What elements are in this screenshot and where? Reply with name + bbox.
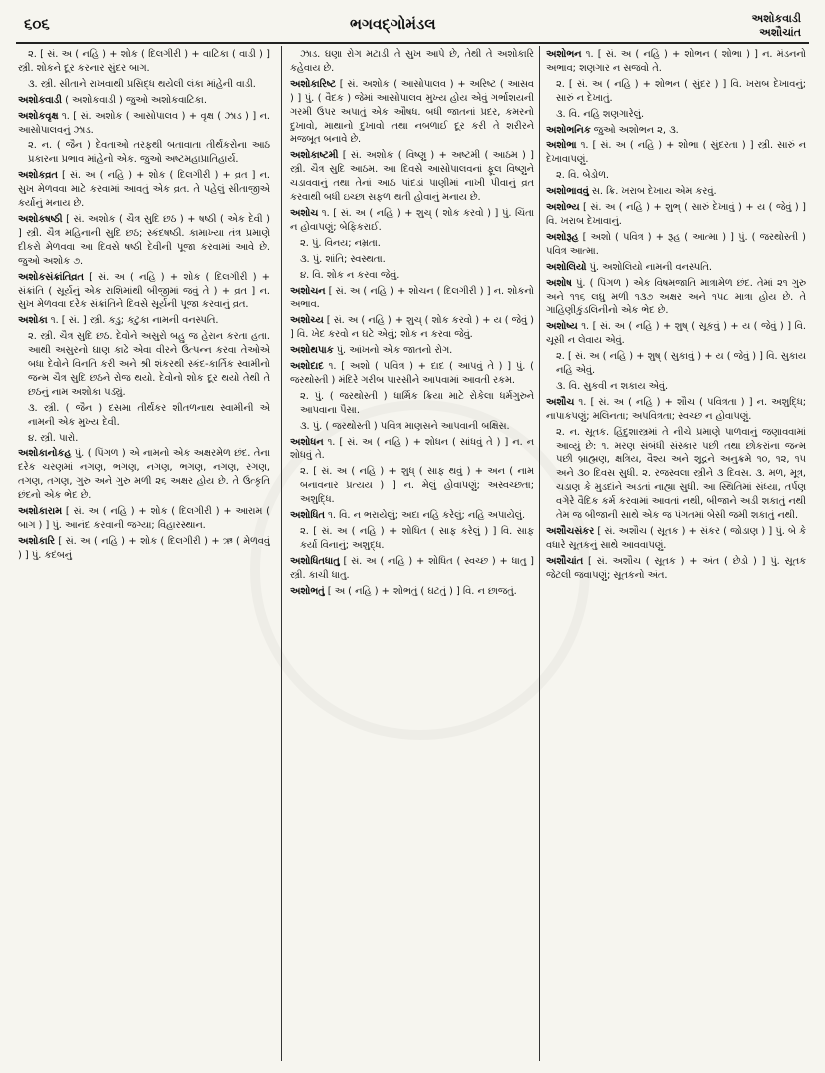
sense-definition: ૨. પું. ( જરથોસ્તી ) ધાર્મિક ક્રિયા માટે રોકેલા ધર્મગુરુને આપવાના પૈસા. [300,390,534,416]
dictionary-entry [290,585,534,599]
headword: અશોલિયો [546,261,587,273]
headword: અશોભ્ય [546,202,580,214]
dictionary-entry [546,124,806,138]
definition-text: ૧. [ સં. અ ( નહિ ) + શોભન ( શોભા ) ] ન. મંડનનો અભાવ; શણગાર ન સજવો તે. [546,49,806,74]
sense-definition: ૨. [ સં. અ ( નહિ ) + શોધિત ( સાફ કરેલું ) ] વિ. સાફ કર્યા વિનાનું; અશુદ્ધ. [300,526,534,551]
dictionary-entry [290,314,534,342]
headword: અશોથપાક [290,345,334,357]
definition-text: [ સં. અશોક ( આસોપાલવ ) + અરિષ્ટ ( આસવ ) ] પું. ( વૈદક ) જેમાં આસોપાલવ મુખ્ય હોય એવું ગર્ભાશયની ગરમી ઉપર અપાતું એક ઔષધ. બધી જાતનાં પ્રદર, કમરનો દુખાવો, માથાનો દુખાવો તથા નબળાઈ દૂર કરી તે શરીરને મજબૂત બનાવે છે. [290,78,534,146]
dictionary-entry [18,505,270,533]
definition-text: ( અશોકવાડી ) જુઓ અશોકવાટિકા. [61,94,207,106]
definition-text: ૧. વિ. ન ભરાયેલું; અદા નહિ કરેલું; નહિ અપાયેલું. [324,510,526,522]
definition-text: સ. ક્રિ. ખરાબ દેખાય એમ કરવું. [588,186,717,198]
sense-definition: ૪. સ્ત્રી. પારો. [28,432,79,444]
definition-text: ૧. [ સં. અ ( નહિ ) + શોભા ( સુંદરતા ) ] સ્ત્રી. સારું ન દેખાવાપણું. [546,140,806,166]
definition-text: [ સં. અ ( નહિ ) + શોક ( દિલગીરી ) + ઋ ( મેળવવું ) ] પું. કદંબનું [18,535,270,561]
definition-text: પું. ( પિંગળ ) એક વિષમજાતિ માત્રામેળ છંદ. તેમાં ૨૧ ગુરુ અને ૧૧૬ લઘુ મળી ૧૩૭ અક્ષર અને ૧૫૮ માત્રા હોય છે. તે ગાહિણીકુંડલિનીનો એક ભેદ છે. [546,277,806,317]
guide-word-first: અશોકવાડી [751,12,801,25]
sense-definition: ૨. [ સં. અ ( નહિ ) + શુધ્ ( સાફ થવું ) + અન ( નામ બનાવનાર પ્રત્યય ) ] ન. મેલું હોવાપણું; અસ્વચ્છતા; અશુદ્ધિ. [300,466,534,506]
definition-text: [ સં. અ ( નહિ ) + શુભ્ ( સારું દેખાવું ) + ય ( જેવું ) ] વિ. ખરાબ દેખાવાનું. [546,202,806,227]
page-number: ૬૦૬ [24,15,50,33]
sense-definition: ૩. સ્ત્રી. ( જૈન ) દસમા તીર્થંકર શીતળનાથ સ્વામીની એ નામની એક મુખ્ય દેવી. [28,402,270,428]
headword: અશોભન [546,49,582,60]
headword: અશોકસંક્રાંતિવ્રત [18,271,84,283]
headword: અશોરૂહ [546,231,579,243]
column-right [546,48,806,1063]
running-title: ભગવદ્ગોમંડલ [350,15,436,33]
headword: અશૌચાંત [546,555,584,567]
definition-text: [ અશો ( પવિત્ર ) + રૂહ ( આત્મા ) ] પું. ( જરથોસ્તી ) પવિત્ર આત્મા. [546,231,806,257]
definition-text: ૧. [ સં. અ ( નહિ ) + શુષ્ ( સૂકવું ) + ય ( જેવું ) ] વિ. ચૂસી ન લેવાય એવું. [546,321,806,347]
dictionary-entry [546,261,806,275]
dictionary-entry [18,94,270,108]
guide-words [752,12,801,41]
headword: અશોકવ્રત [18,170,58,182]
dictionary-entry [290,344,534,358]
dictionary-entry [18,213,270,269]
dictionary-entry [290,149,534,205]
headword: અશોચ [290,207,319,219]
definition-text: ૧. [ સં. ] સ્ત્રી. કડુ; કટુકા નામની વનસ્પતિ. [47,315,219,327]
definition-text: [ સં. અશોક ( ચૈત્ર સુદિ છઠ ) + ષષ્ઠી ( એક દેવી ) ] સ્ત્રી. ચૈત્ર મહિનાની સુદિ છઠ; સ્કંદષષ્ઠી. કામાખ્યા તંત્ર પ્રમાણે દીકરો મેળવવા આ દિવસે ષષ્ઠી દેવીની પૂજા કરવામાં આવે છે. જુઓ અશોક ૭. [18,213,270,267]
definition-text: પું. આંખનો એક જાતનો રોગ. [333,345,453,357]
dictionary-entry [290,436,534,464]
definition-text: [ સં. અ ( નહિ ) + શોક ( દિલગીરી ) + સંક્રાંતિ ( સૂર્યનું એક રાશિમાંથી બીજીમાં જવું તે ) + વ્રત ] ન. સુખ મેળવવા દરેક સંક્રાંતિને દિવસે સૂર્યની પૂજા કરવાનું વ્રત. [18,271,270,311]
headword: અશોકાષ્ટમી [290,150,339,162]
dictionary-entry [18,271,270,313]
headword: અશોચન [290,285,326,297]
definition-text: [ અ ( નહિ ) + શોભતું ( ઘટતું ) ] વિ. ન છાજતું. [324,585,517,597]
dictionary-entry [18,447,270,503]
dictionary-entry [546,48,806,76]
dictionary-entry [546,185,806,199]
definition-text: [ સં. અશોક ( વિષ્ણુ ) + અષ્ટમી ( આઠમ ) ] સ્ત્રી. ચૈત્ર સુદિ આઠમ. આ દિવસે આસોપાલવનાં ફૂલ વિષ્ણુને ચડાવવાનું તથા તેનાં આઠ પાંદડાં પાણીમાં નાખી પીવાનું વ્રત કરવાથી બધી ઇચ્છા સફળ થતી હોવાનું મનાય છે. [290,150,534,204]
sense-definition: ૩. વિ. નહિ શણગારેલું. [556,108,645,120]
dictionary-entry [290,207,534,235]
dictionary-entry [290,509,534,523]
headword: અશોકારિષ્ટ [290,78,336,90]
column-middle [290,48,534,1063]
headword: અશોભાવવું [546,186,589,198]
sense-definition: ૩. વિ. સુકવી ન શકાય એવું. [556,380,669,392]
sense-definition: ૪. વિ. શોક ન કરવા જેવું. [300,269,400,281]
definition-text: ૧. [ સં. અશોક ( આસોપાલવ ) + વૃક્ષ ( ઝાડ ) ] ન. આસોપાલવનું ઝાડ. [18,110,270,136]
dictionary-entry [546,525,806,553]
page-header [0,12,825,42]
headword: અશોકારામ [18,506,63,518]
sense-definition: ૨. પું. વિનય; નમ્રતા. [300,237,381,249]
definition-text: જુઓ અશોભન ૨, ૩. [590,124,679,136]
header-rule [16,42,809,44]
sense-definition: ૩. પું. ( જરથોસ્તી ) પવિત્ર માણસને આપવાની બક્ષિસ. [300,420,510,432]
sense-definition: ૨. [ સં. અ ( નહિ ) + શોભન ( સુંદર ) ] વિ. ખરાબ દેખાવનું; સારું ન દેખાતું. [556,78,806,104]
definition-text: [ સં. અશૌચ ( સૂતક ) + સંકર ( જોડાણ ) ] પું. બે કે વધારે સૂતકનું સાથે આવવાપણું. [546,526,806,551]
dictionary-entry [18,169,270,211]
dictionary-entry [546,139,806,167]
definition-text: [ સં. અશૌચ ( સૂતક ) + અંત ( છેડો ) ] પું. સૂતક જેટલી જવાપણું; સૂતકનો અંત. [546,555,806,581]
headword: અશોધિત [290,510,325,522]
definition-text: પું. અશોલિયો નામની વનસ્પતિ. [586,261,712,273]
sense-definition: ૨. વિ. બેડોળ. [556,170,609,182]
definition-text: [ સં. અ ( નહિ ) + શોચન ( દિલગીરી ) ] ન. શોકનો અભાવ. [290,285,534,311]
sense-definition: ૨. ન. ( જૈન ) દેવતાઓ તરફથી બતાવાતા તીર્થંકરોના આઠ પ્રકારના પ્રભાવ માંહેનો એક. જુઓ અષ્ટમહાપ્રાતિહાર્ય. [28,140,270,166]
headword: અશૌચ [546,396,575,408]
definition-text: ૧. [ સં. અ ( નહિ ) + શોધન ( સાંધવું તે ) ] ન. ન શોધવું તે. [290,436,534,462]
dictionary-entry [290,360,534,388]
definition-text: [ સં. અ ( નહિ ) + શોધિત ( સ્વચ્છ ) + ધાતુ ] સ્ત્રી. કાચી ધાતુ. [290,555,534,581]
headword: અશોકાનોકહ [18,448,72,460]
sense-definition: ૩. સ્ત્રી. સીતાને રાખવાથી પ્રસિદ્ધ થયેલી લંકા માંહેની વાડી. [28,78,256,90]
dictionary-entry [18,110,270,138]
sense-definition: ૩. પું. શાંતિ; સ્વસ્થતા. [300,253,386,265]
headword: અશોદાદ [290,361,324,373]
headword: અશોકા [18,315,48,327]
definition-text: [ સં. અ ( નહિ ) + શોક ( દિલગીરી ) + વ્રત ] ન. સુખ મેળવવા માટે કરવામાં આવતું એક વ્રત. તે પહેલું સીતાજીએ કર્યાનું મનાય છે. [18,170,270,210]
dictionary-entry [290,78,534,148]
headword: અશોકારિ [18,535,55,547]
headword: અશોધન [290,436,324,448]
definition-text: [ સં. અ ( નહિ ) + શુચ્ ( શોક કરવો ) + ય ( જેવું ) ] વિ. ખેદ કરવો ન ઘટે એવું; શોક ન કરવા જેવું. [290,315,534,341]
dictionary-entry [546,396,806,424]
dictionary-entry [546,555,806,583]
sense-definition: ૨. સ્ત્રી. ચૈત્ર સુદિ છઠ. દેવોને અસુરો બહુ જ હેરાન કરતા હતા. આથી અસુરનો ઘાણ કાઢે એવા વીરને ઉત્પન્ન કરવા તેઓએ બધા દેવોને વિનતિ કરી અને શ્રી શંકરથી સ્કંદ-કાર્તિક સ્વામીનો જન્મ ચૈત્ર સુદિ છઠને રોજ થયો. દેવોનો શોક દૂર થયો તેથી તે છઠનું નામ અશોકા પડ્યું. [28,331,270,398]
dictionary-entry [546,231,806,259]
headword: અશોધિતધાતુ [290,555,340,567]
dictionary-entry [290,555,534,583]
definition-text: ૧. [ સં. અ ( નહિ ) + શુચ્ ( શોક કરવો ) ] પું. ચિંતા ન હોવાપણું; બેફિકરાઈ. [290,207,534,233]
guide-word-last: અશૌચાંત [759,26,801,40]
definition-text: ૧. [ અશો ( પવિત્ર ) + દાદ ( આપવું તે ) ] પું. ( જરથોસ્તી ) મંદિરે ગરીબ પારસીને આપવામાં આવતી રકમ. [290,361,534,386]
dictionary-entry [290,285,534,313]
dictionary-entry [546,277,806,319]
continued-definition: ઝાડ. ઘણા રોગ મટાડી તે સુખ આપે છે, તેથી તે અશોકારિ કહેવાય છે. [290,49,534,74]
definition-text: પું. ( પિંગળ ) એ નામનો એક અક્ષરમેળ છંદ. તેના દરેક ચરણમાં નગણ, ભગણ, નગણ, ભગણ, નગણ, રગણ, તગણ, તગણ, ગુરુ અને ગુરુ મળી ૨૬ અક્ષર હોય છે. તે ઉત્કૃતિ છંદનો એક ભેદ છે. [18,448,270,502]
dictionary-entry [18,314,270,328]
column-divider [539,46,540,1061]
dictionary-entry [546,201,806,229]
column-divider [281,46,282,1061]
definition-text: ૧. [ સં. અ ( નહિ ) + શૌચ ( પવિત્રતા ) ] ન. અશુદ્ધિ; નાપાકપણું; મલિનતા; અપવિત્રતા; સ્વચ્છ ન હોવાપણું. [546,396,806,422]
headword: અશૌચસંકર [546,526,595,537]
headword: અશોભતું [290,585,325,597]
dictionary-entry [18,535,270,563]
sense-definition: ૨. ન. સૂતક. હિંદુશાસ્ત્રમાં તે નીચે પ્રમાણે પાળવાનું જણાવવામાં આવ્યું છે: ૧. મરણ સંબંધી સંસ્કાર પછી તથા છોકરાંના જન્મ પછી બ્રાહ્મણ, ક્ષત્રિય, વૈશ્ય અને શૂદ્રને અનુક્રમે ૧૦, ૧૨, ૧૫ અને ૩૦ દિવસ સુધી. ૨. રજસ્વલા સ્ત્રીને ૩ દિવસ. ૩. મળ, મૂત્ર, ચડાણ કે મુડદાંને અડતાં નાહ્યા સુધી. આ સ્થિતિમાં સંધ્યા, તર્પણ વગેરે વૈદિક કર્મ કરવામાં આવતાં નથી, બીજાને અડી શકાતું નથી તેમ જ બીજાની સાથે એક જ પંગતમાં બેસી જમી શકાતું નથી. [556,426,806,522]
headword: અશોકષષ્ઠી [18,213,63,225]
column-left [18,48,270,1063]
dictionary-entry [546,320,806,348]
headword: અશોકવાડી [18,94,62,106]
continued-definition: ૨. [ સં. અ ( નહિ ) + શોક ( દિલગીરી ) + વાટિકા ( વાડી ) ] સ્ત્રી. શોકને દૂર કરનાર સુંદર બાગ. [18,49,270,74]
headword: અશોષ [546,277,572,289]
headword: અશોચ્ય [290,315,324,327]
headword: અશોભનિક [546,124,591,136]
definition-text: [ સં. અ ( નહિ ) + શોક ( દિલગીરી ) + આરામ ( બાગ ) ] પું. આનંદ કરવાની જગ્યા; વિહારસ્થાન. [18,506,270,531]
headword: અશોકવૃક્ષ [18,110,59,122]
sense-definition: ૨. [ સં. અ ( નહિ ) + શુષ્ ( સુકાવું ) + ય ( જેવું ) ] વિ. સુકાય નહિ એવું. [556,351,806,377]
headword: અશોભા [546,140,577,152]
headword: અશોષ્ય [546,321,578,333]
